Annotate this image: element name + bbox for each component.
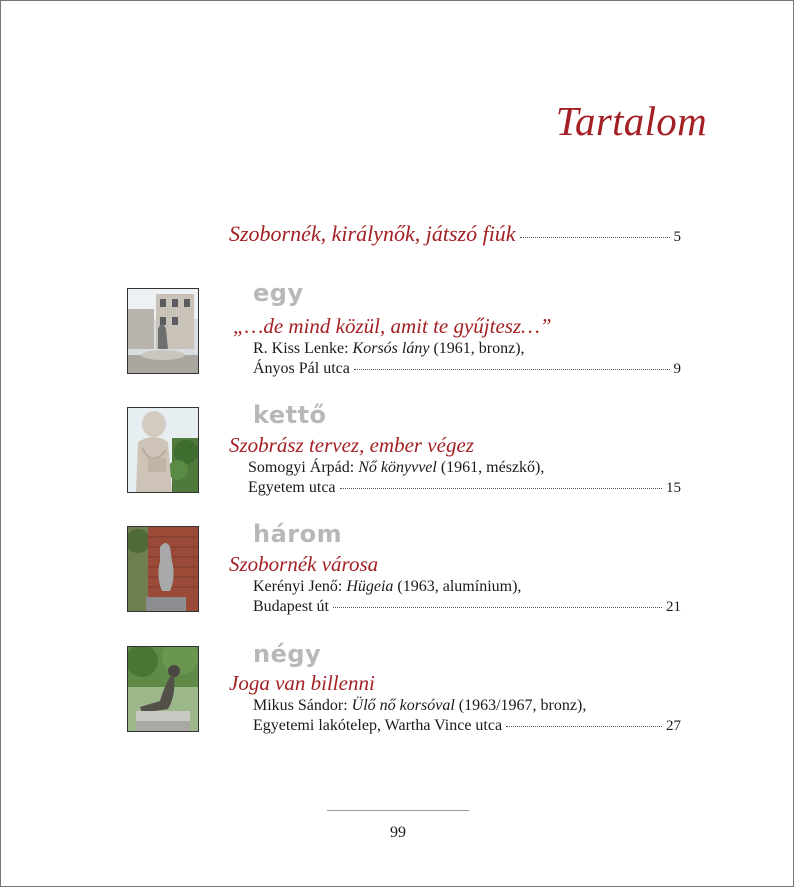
author-name: Somogyi Árpád:: [248, 459, 359, 476]
sculpture-thumbnail-1: [127, 288, 199, 374]
dot-leader: [506, 726, 662, 727]
dot-leader: [333, 607, 662, 608]
page-number-footer: 99: [390, 824, 406, 841]
toc-row-4[interactable]: [253, 717, 681, 735]
work-detail: (1963, alumínium),: [393, 578, 522, 595]
dot-leader: [520, 237, 670, 238]
chapter-title-2[interactable]: Szobrász tervez, ember végez: [229, 433, 474, 457]
work-title: Korsós lány: [352, 340, 430, 357]
intro-title: Szobornék, királynők, játszó fiúk: [229, 221, 516, 246]
author-name: Mikus Sándor:: [253, 697, 352, 714]
work-title: Nő könyvvel: [358, 459, 437, 476]
page-number: 15: [666, 480, 681, 496]
page-number: 21: [666, 599, 681, 615]
page-title: Tartalom: [555, 98, 707, 144]
chapter-desc-3: [253, 578, 521, 596]
chapter-desc-1: [253, 340, 525, 358]
toc-row-3[interactable]: [253, 598, 681, 616]
location-text: Ányos Pál utca: [253, 360, 350, 377]
page-number: 27: [666, 718, 681, 734]
dot-leader: [354, 369, 670, 370]
author-name: R. Kiss Lenke:: [253, 340, 353, 357]
intro-page-number: 5: [673, 229, 681, 245]
dot-leader: [340, 488, 662, 489]
location-text: Egyetemi lakótelep, Wartha Vince utca: [253, 717, 503, 734]
chapter-label-2: kettő: [253, 401, 327, 429]
toc-row-1[interactable]: [253, 360, 681, 378]
work-detail: (1963/1967, bronz),: [454, 697, 587, 714]
sculpture-thumbnail-3: [127, 526, 199, 612]
work-title: Hügeia: [346, 578, 394, 595]
chapter-title-4[interactable]: Joga van billenni: [229, 671, 375, 695]
work-detail: (1961, bronz),: [429, 340, 525, 357]
location-text: Egyetem utca: [248, 479, 336, 496]
toc-intro-row[interactable]: [229, 221, 681, 247]
toc-row-2[interactable]: [248, 479, 681, 497]
sculpture-thumbnail-2: [127, 407, 199, 493]
sculpture-thumbnail-4: [127, 646, 199, 732]
location-text: Budapest út: [253, 598, 329, 615]
page-number: 9: [673, 361, 681, 377]
chapter-title-1[interactable]: „…de mind közül, amit te gyűjtesz…”: [233, 314, 552, 338]
work-title: Ülő nő korsóval: [351, 697, 455, 714]
author-name: Kerényi Jenő:: [253, 578, 347, 595]
chapter-label-4: négy: [253, 640, 322, 668]
footer-divider: [327, 810, 469, 811]
chapter-desc-2: [248, 459, 544, 477]
work-detail: (1961, mészkő),: [436, 459, 545, 476]
chapter-label-3: három: [253, 520, 343, 548]
chapter-desc-4: [253, 697, 586, 715]
chapter-title-3[interactable]: Szobornék városa: [229, 552, 379, 576]
chapter-label-1: egy: [253, 279, 304, 307]
